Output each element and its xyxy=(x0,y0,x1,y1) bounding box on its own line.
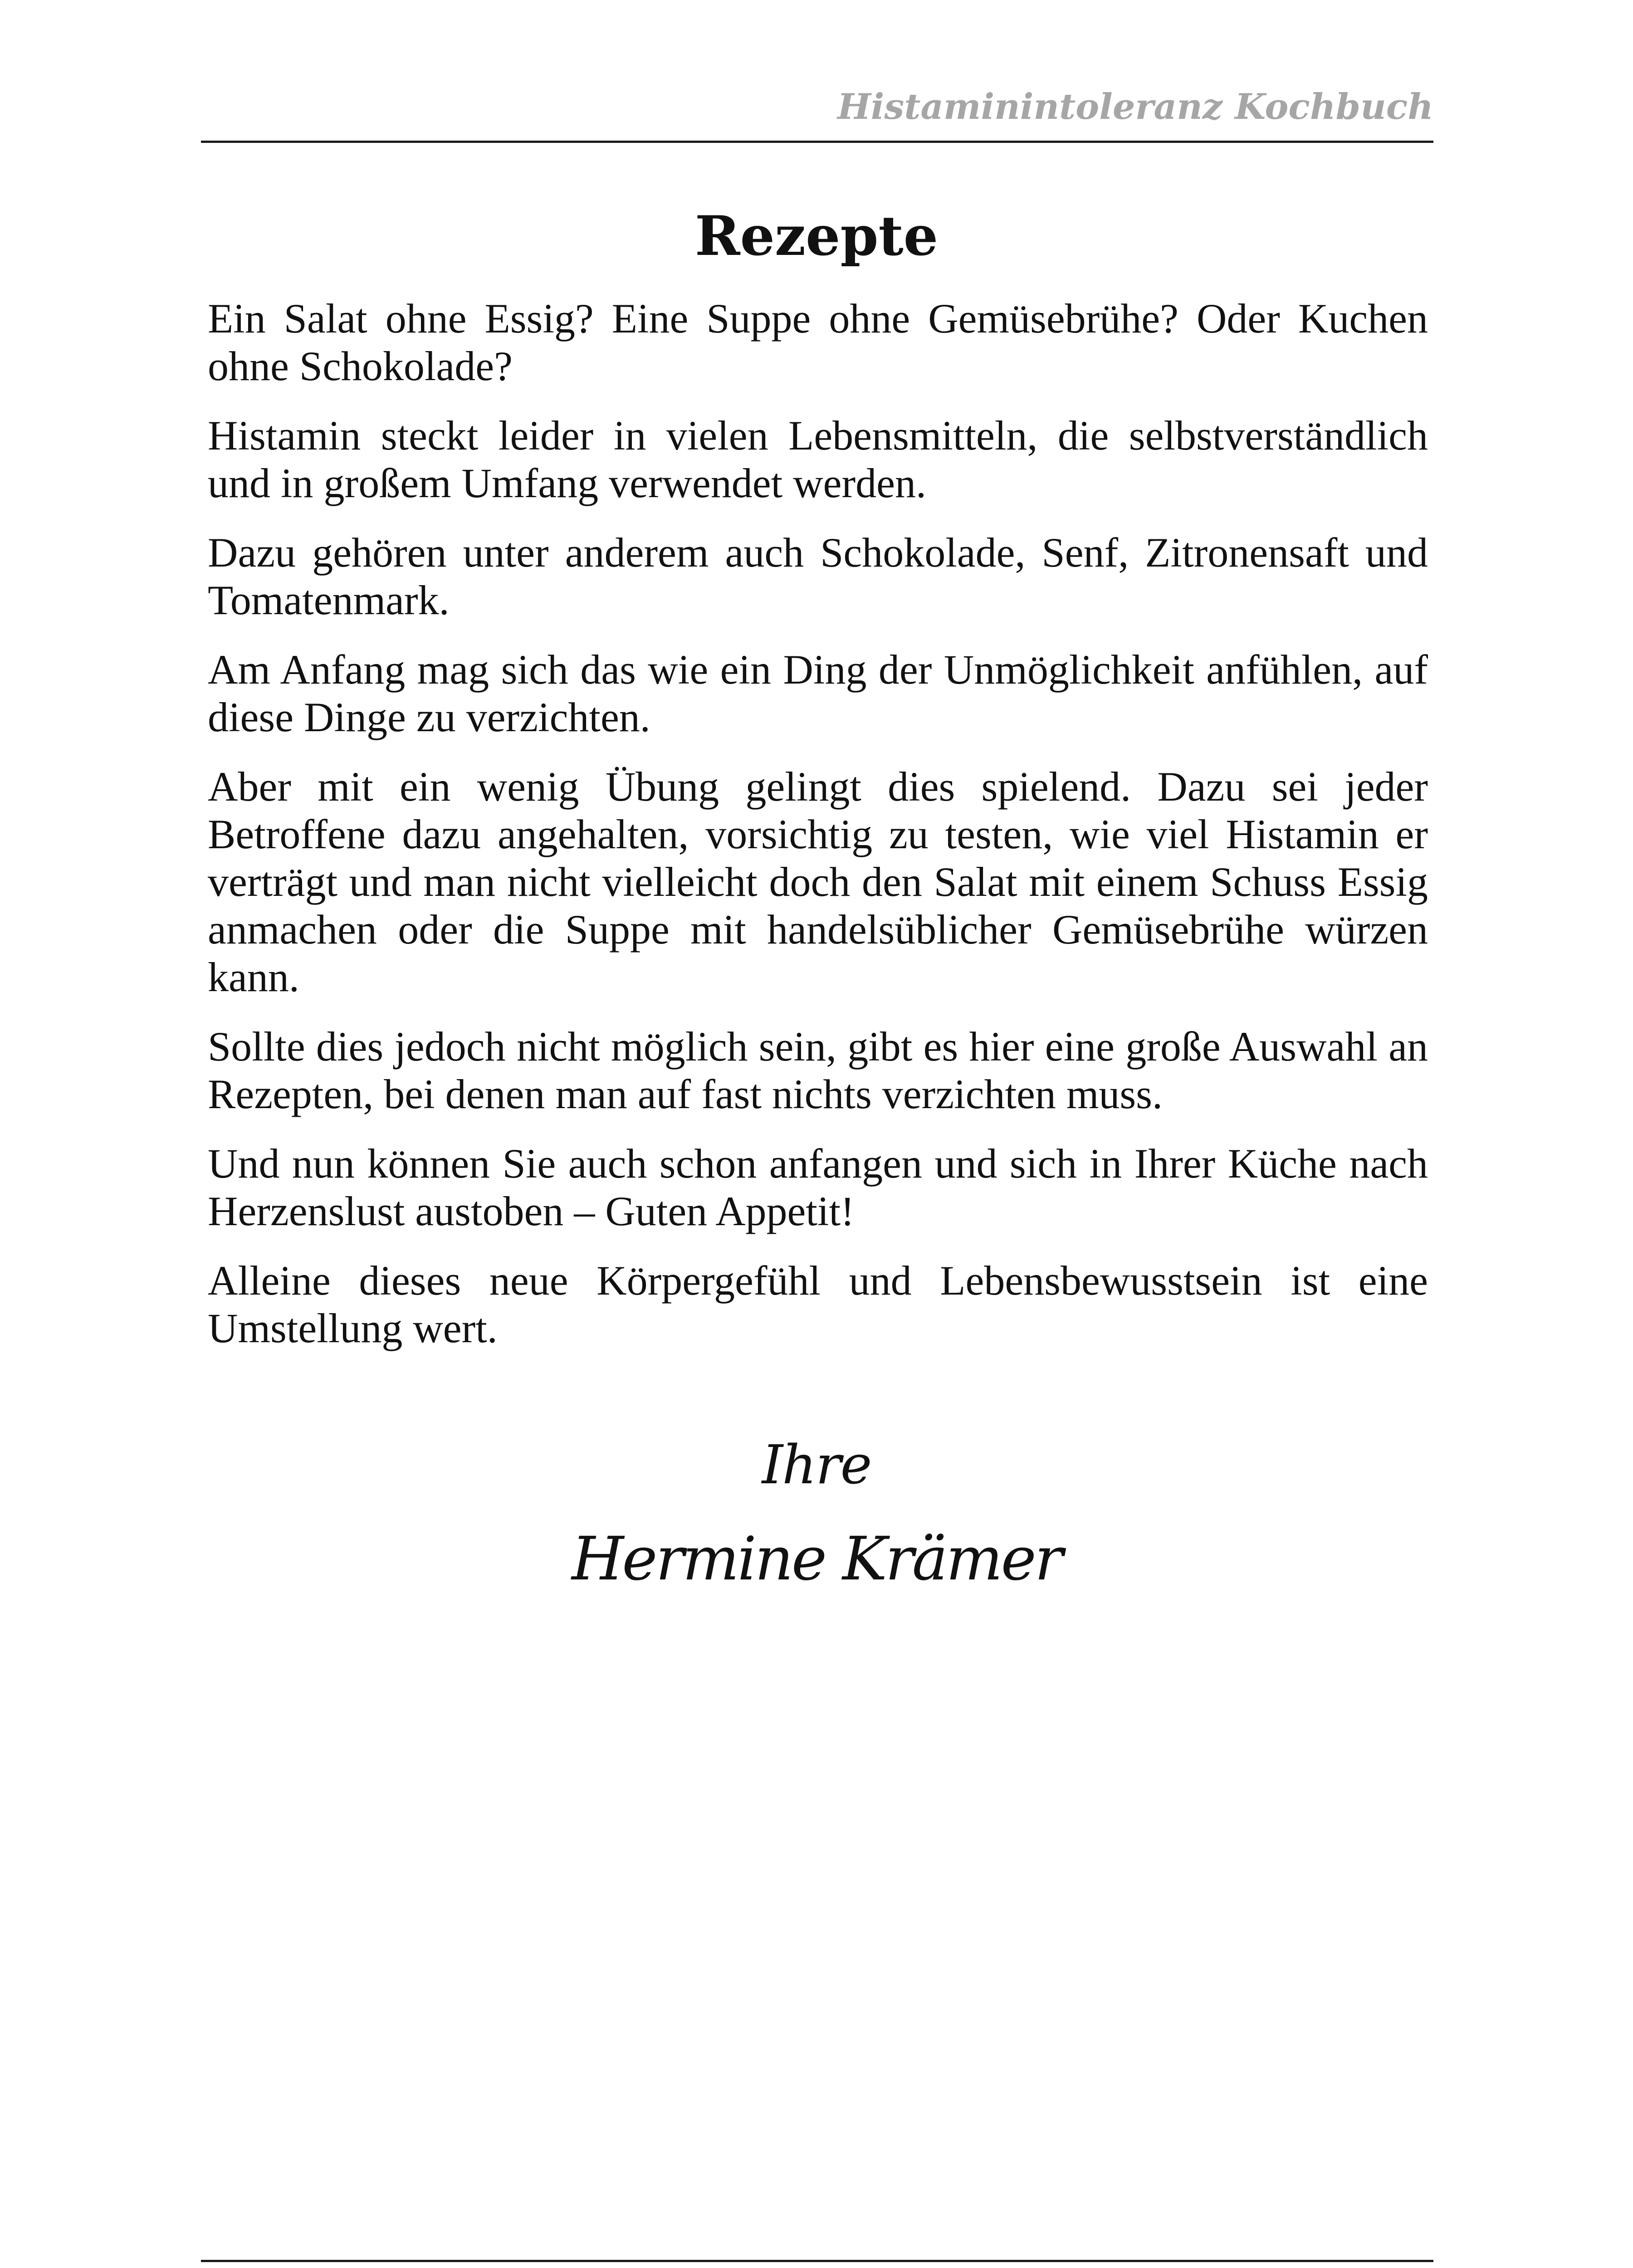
header-divider xyxy=(201,141,1433,143)
chapter-heading: Rezepte xyxy=(694,204,939,268)
paragraph: Und nun können Sie auch schon anfangen und sich in Ihrer Küche nach Herzenslust austoben – Guten Appetit! xyxy=(208,1140,1428,1234)
paragraph: Am Anfang mag sich das wie ein Ding der Unmöglichkeit anfühlen, auf diese Dinge zu verzichten. xyxy=(208,646,1428,740)
paragraph: Ein Salat ohne Essig? Eine Suppe ohne Gemüsebrühe? Oder Kuchen ohne Schokolade? xyxy=(208,295,1428,389)
paragraph: Dazu gehören unter anderem auch Schokolade, Senf, Zitronensaft und Tomatenmark. xyxy=(208,529,1428,623)
paragraph: Alleine dieses neue Körpergefühl und Lebensbewusstsein ist eine Umstellung wert. xyxy=(208,1257,1428,1351)
paragraph: Sollte dies jedoch nicht möglich sein, gibt es hier eine große Auswahl an Rezepten, bei denen man auf fast nichts verzichten muss. xyxy=(208,1023,1428,1117)
running-header-title: Histaminintoleranz Kochbuch xyxy=(837,86,1433,127)
body-text xyxy=(208,295,1428,1374)
signature-name: Hermine Krämer xyxy=(572,1524,1061,1594)
paragraph: Histamin steckt leider in vielen Lebensmitteln, die selbstverständlich und in großem Umfang verwendet werden. xyxy=(208,412,1428,506)
signature-greeting: Ihre xyxy=(762,1433,871,1496)
footer-divider xyxy=(201,2260,1433,2262)
paragraph: Aber mit ein wenig Übung gelingt dies spielend. Dazu sei jeder Betroffene dazu angehalten, vorsichtig zu testen, wie viel Histamin er verträgt und man nicht vielleicht doch den Salat mit einem Schuss Essig anmachen oder die Suppe mit handelsüblicher Gemüsebrühe würzen kann. xyxy=(208,763,1428,1000)
